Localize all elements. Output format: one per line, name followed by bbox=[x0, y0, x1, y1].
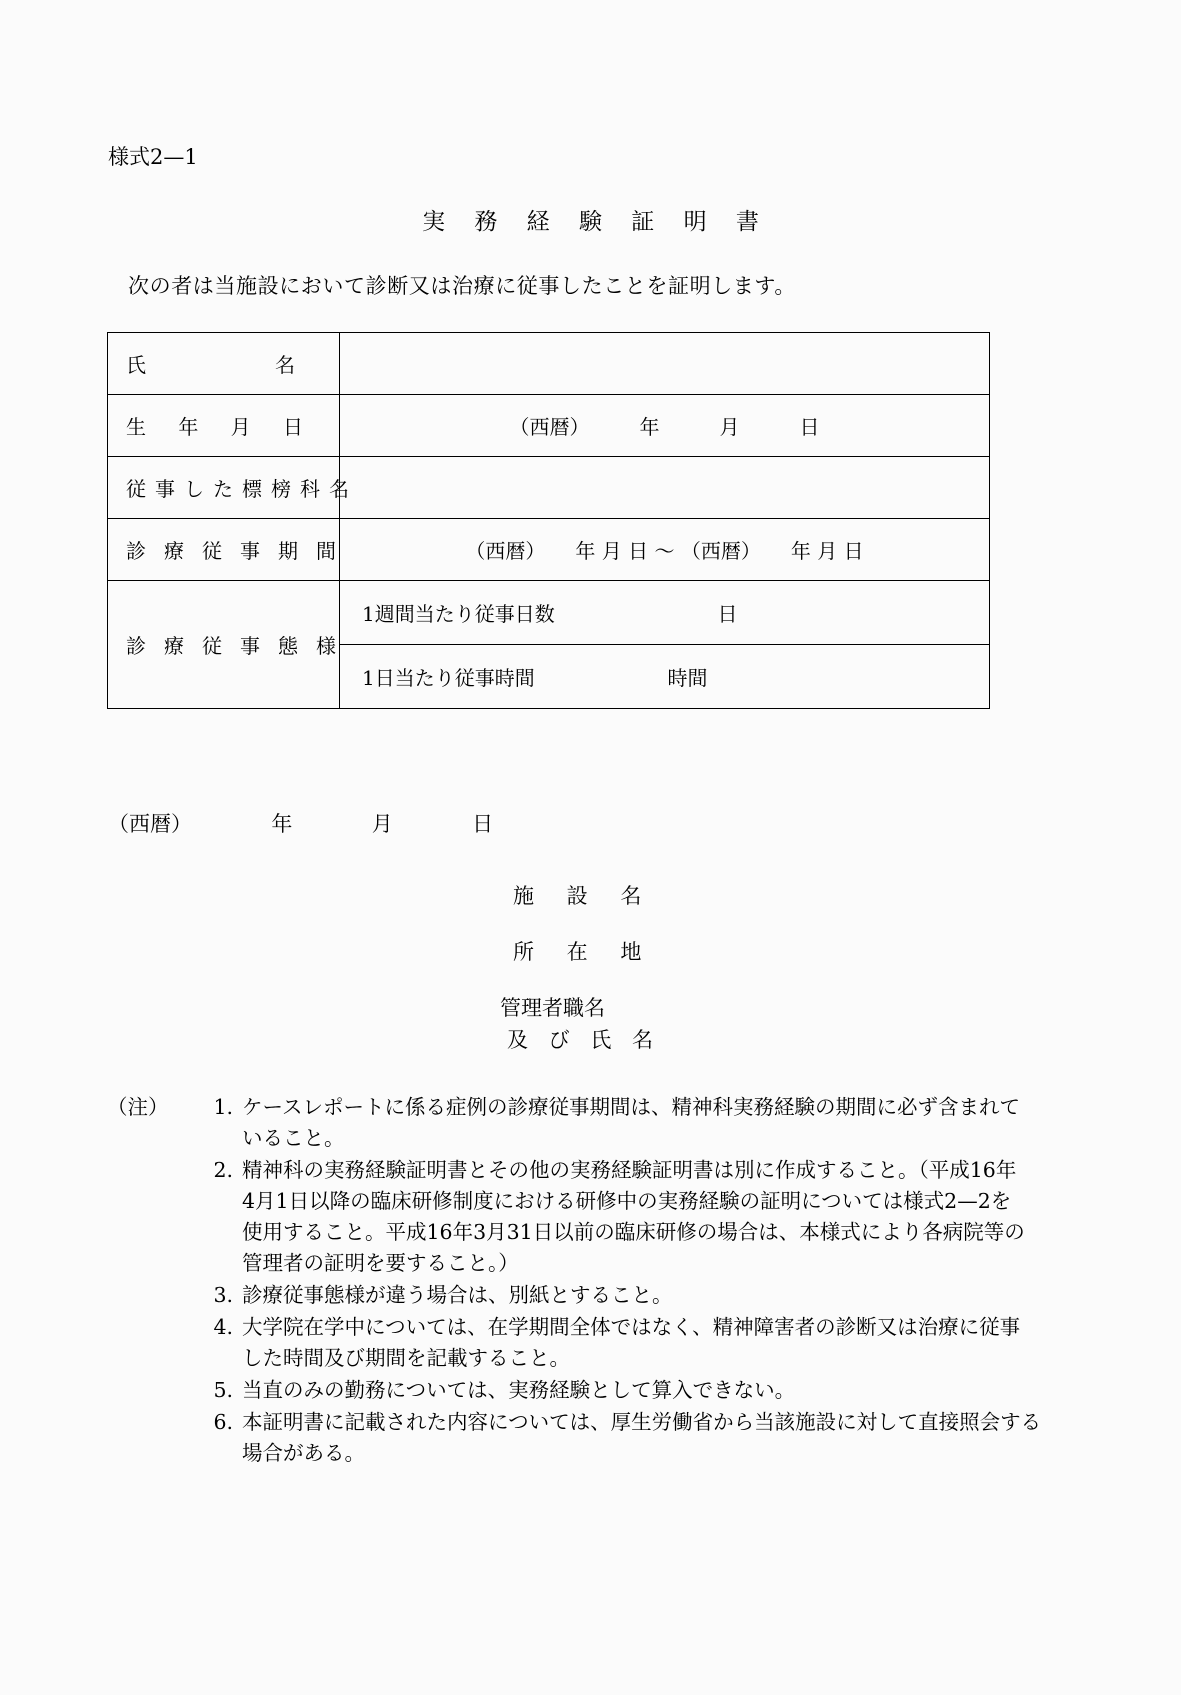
hours-per-day-label: 1日当たり従事時間 bbox=[362, 666, 535, 690]
note-item-6 bbox=[200, 1407, 1047, 1469]
label-period-text: 診療従事期間 bbox=[126, 539, 354, 563]
facility-address-label: 所 在 地 bbox=[513, 940, 655, 964]
issue-date-day-label: 日 bbox=[472, 812, 494, 836]
issue-date-month-label: 月 bbox=[371, 812, 393, 836]
note-text-5 bbox=[242, 1375, 1047, 1406]
note-item-2 bbox=[200, 1155, 1047, 1279]
note-line: 4月1日以降の臨床研修制度における研修中の実務経験の証明については様式2—2を bbox=[242, 1189, 1012, 1213]
days-per-week-unit: 日 bbox=[717, 602, 738, 626]
note-number-3: 3. bbox=[213, 1283, 233, 1307]
note-item-1 bbox=[200, 1092, 1047, 1154]
note-text-3 bbox=[242, 1280, 1047, 1311]
note-line: 当直のみの勤務については、実務経験として算入できない。 bbox=[242, 1378, 796, 1402]
note-line: 場合がある。 bbox=[242, 1441, 365, 1465]
days-per-week-label: 1週間当たり従事日数 bbox=[362, 602, 555, 626]
label-name-text: 氏名 bbox=[126, 353, 321, 377]
note-number-1: 1. bbox=[213, 1095, 233, 1119]
note-text-6 bbox=[242, 1407, 1047, 1469]
label-birthdate-text: 生年月日 bbox=[126, 415, 321, 439]
table-row-department bbox=[108, 457, 990, 519]
value-period[interactable]: （西暦） 年 月 日 〜 （西暦） 年 月 日 bbox=[340, 519, 990, 581]
note-number-6: 6. bbox=[213, 1410, 233, 1434]
label-department bbox=[108, 457, 358, 519]
label-work-mode-text: 診療従事態様 bbox=[126, 634, 354, 658]
label-period bbox=[108, 519, 354, 581]
value-name[interactable] bbox=[340, 333, 990, 395]
value-hours-per-day[interactable] bbox=[340, 645, 990, 709]
signature-block bbox=[500, 880, 660, 1054]
note-item-4 bbox=[200, 1312, 1047, 1374]
hours-per-day-unit: 時間 bbox=[667, 666, 708, 690]
notes-heading: （注） bbox=[107, 1095, 169, 1119]
note-item-3 bbox=[200, 1280, 1047, 1311]
note-line: した時間及び期間を記載すること。 bbox=[242, 1346, 570, 1370]
issue-date-era: （西暦） bbox=[108, 812, 192, 836]
facility-name-label: 施 設 名 bbox=[513, 884, 655, 908]
note-line: いること。 bbox=[242, 1126, 345, 1150]
label-name bbox=[108, 333, 340, 395]
issue-date-year-label: 年 bbox=[271, 812, 293, 836]
label-birthdate bbox=[108, 395, 340, 457]
experience-table bbox=[107, 332, 990, 709]
value-birthdate[interactable]: （西暦） 年 月 日 bbox=[340, 395, 990, 457]
manager-name-label: 及 び 氏 名 bbox=[507, 1028, 661, 1052]
note-number-2: 2. bbox=[213, 1158, 233, 1182]
issue-date-line[interactable] bbox=[108, 808, 493, 838]
note-item-5 bbox=[200, 1375, 1047, 1406]
note-text-4 bbox=[242, 1312, 1047, 1374]
note-line: 大学院在学中については、在学期間全体ではなく、精神障害者の診断又は治療に従事 bbox=[242, 1315, 1021, 1339]
note-line: 精神科の実務経験証明書とその他の実務経験証明書は別に作成すること。（平成16年 bbox=[242, 1158, 1017, 1182]
label-work-mode bbox=[108, 581, 354, 709]
value-days-per-week[interactable] bbox=[340, 581, 990, 645]
value-department[interactable] bbox=[340, 457, 990, 519]
notes-section bbox=[107, 1092, 1047, 1470]
note-text-2 bbox=[242, 1155, 1047, 1279]
manager-title-label: 管理者職名 bbox=[500, 996, 605, 1020]
note-number-5: 5. bbox=[213, 1378, 233, 1402]
note-line: ケースレポートに係る症例の診療従事期間は、精神科実務経験の期間に必ず含まれて bbox=[242, 1095, 1020, 1119]
table-row-name bbox=[108, 333, 990, 395]
document-title: 実 務 経 験 証 明 書 bbox=[422, 209, 770, 235]
table-row-birthdate bbox=[108, 395, 990, 457]
notes-list bbox=[200, 1092, 1047, 1469]
note-text-1 bbox=[242, 1092, 1047, 1154]
table-row-period bbox=[108, 519, 990, 581]
note-line: 管理者の証明を要すること。） bbox=[242, 1251, 519, 1275]
label-department-text: 従事した標榜科名 bbox=[126, 477, 358, 501]
note-line: 診療従事態様が違う場合は、別紙とすること。 bbox=[242, 1283, 673, 1307]
form-code: 様式2—1 bbox=[108, 145, 198, 169]
lead-sentence: 次の者は当施設において診断又は治療に従事したことを証明します。 bbox=[128, 274, 796, 298]
note-number-4: 4. bbox=[213, 1315, 233, 1339]
note-line: 使用すること。平成16年3月31日以前の臨床研修の場合は、本様式により各病院等の bbox=[242, 1220, 1025, 1244]
note-line: 本証明書に記載された内容については、厚生労働省から当該施設に対して直接照会する bbox=[242, 1410, 1042, 1434]
table-row-mode-first bbox=[108, 581, 990, 645]
